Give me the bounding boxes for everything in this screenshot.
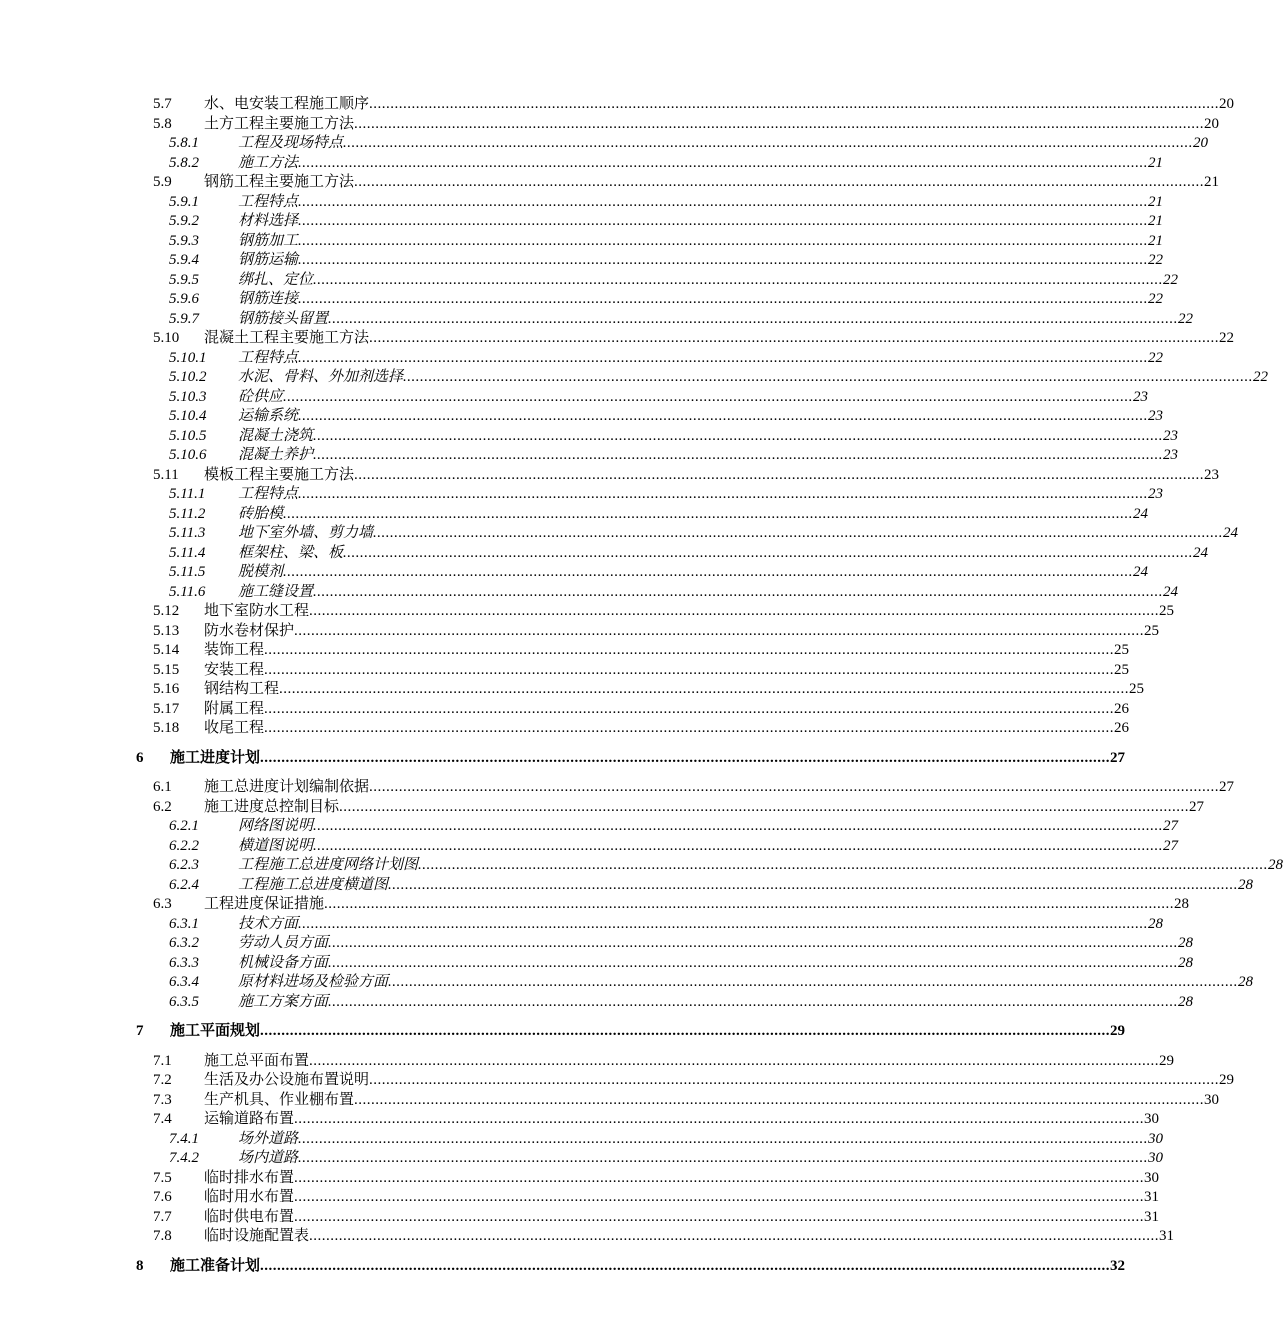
- toc-entry-page: 24: [1223, 525, 1239, 541]
- toc-entry-title: 材料选择: [238, 213, 299, 229]
- toc-dot-leader: ........................................................................................................................................................................................................: [298, 193, 1149, 210]
- toc-entry-number: 5.7: [153, 96, 172, 112]
- toc-dot-leader: ........................................................................................................................................................................................................: [294, 1189, 1145, 1205]
- toc-dot-leader: ........................................................................................................................................................................................................: [260, 1023, 1111, 1039]
- toc-entry-page: 29: [1159, 1052, 1175, 1069]
- toc-entry-title: 土方工程主要施工方法: [204, 115, 355, 132]
- toc-entry[interactable]: [0, 1130, 1164, 1150]
- toc-entry-title: 施工总进度计划编制依据: [204, 779, 370, 795]
- toc-dot-leader: ........................................................................................................................................................................................................: [294, 1169, 1145, 1186]
- toc-dot-leader: ........................................................................................................................................................................................................: [264, 661, 1115, 678]
- toc-entry[interactable]: [0, 993, 1194, 1013]
- toc-entry-page: 23: [1133, 388, 1149, 405]
- toc-dot-leader: ........................................................................................................................................................................................................: [328, 993, 1179, 1010]
- toc-entry[interactable]: [0, 1169, 1160, 1189]
- toc-entry[interactable]: [0, 1071, 1235, 1091]
- toc-entry-number: 6.2: [153, 798, 172, 815]
- toc-entry[interactable]: [0, 680, 1145, 700]
- toc-entry-page: 30: [1204, 1091, 1220, 1108]
- toc-dot-leader: ........................................................................................................................................................................................................: [369, 96, 1220, 112]
- toc-entry-title: 水泥、骨料、外加剂选择: [238, 369, 404, 385]
- toc-dot-leader: ........................................................................................................................................................................................................: [264, 642, 1115, 658]
- toc-dot-leader: ........................................................................................................................................................................................................: [294, 1111, 1145, 1127]
- toc-entry-title: 工程特点: [238, 349, 299, 366]
- toc-entry[interactable]: [0, 817, 1179, 837]
- toc-entry-number: 5.15: [153, 661, 180, 678]
- toc-entry-title: 附属工程: [204, 700, 265, 717]
- toc-entry-page: 25: [1129, 681, 1145, 697]
- toc-dot-leader: ........................................................................................................................................................................................................: [279, 681, 1130, 697]
- toc-entry-title: 混凝土养护: [238, 447, 314, 463]
- toc-entry[interactable]: [0, 349, 1164, 369]
- toc-dot-leader: ........................................................................................................................................................................................................: [298, 252, 1149, 268]
- toc-entry-page: 28: [1238, 974, 1254, 990]
- toc-entry[interactable]: [0, 193, 1164, 213]
- toc-entry[interactable]: [0, 310, 1194, 330]
- toc-entry[interactable]: [0, 837, 1179, 857]
- toc-entry[interactable]: [0, 583, 1179, 603]
- toc-entry-number: 5.9.7: [169, 310, 199, 327]
- toc-entry-number: 5.9.3: [169, 232, 199, 249]
- toc-entry-number: 6.3.3: [169, 954, 199, 971]
- toc-entry-number: 5.13: [153, 622, 180, 639]
- toc-entry-number: 5.11.5: [169, 564, 206, 580]
- toc-entry-number: 5.10.4: [169, 408, 207, 424]
- toc-entry-page: 24: [1133, 505, 1149, 522]
- toc-entry[interactable]: [0, 641, 1130, 661]
- toc-dot-leader: ........................................................................................................................................................................................................: [313, 837, 1164, 854]
- toc-entry-page: 23: [1163, 427, 1179, 444]
- toc-entry-title: 施工方案方面: [238, 993, 329, 1010]
- toc-dot-leader: ........................................................................................................................................................................................................: [298, 1130, 1149, 1147]
- toc-entry-page: 31: [1144, 1189, 1160, 1205]
- toc-entry-number: 5.8.1: [169, 135, 199, 151]
- toc-entry[interactable]: [0, 407, 1164, 427]
- toc-entry[interactable]: [0, 524, 1239, 544]
- toc-entry-title: 技术方面: [238, 915, 299, 932]
- toc-entry-number: 5.11: [153, 466, 179, 483]
- toc-entry[interactable]: [0, 602, 1175, 622]
- toc-dot-leader: ........................................................................................................................................................................................................: [328, 954, 1179, 971]
- toc-entry[interactable]: [0, 1052, 1175, 1072]
- toc-entry-title: 场外道路: [238, 1130, 299, 1147]
- toc-entry-page: 28: [1178, 954, 1194, 971]
- toc-entry[interactable]: [0, 563, 1149, 583]
- toc-entry-title: 钢筋工程主要施工方法: [204, 174, 355, 190]
- toc-entry-title: 横道图说明: [238, 837, 314, 854]
- toc-entry-number: 7: [136, 1023, 144, 1039]
- toc-entry-page: 22: [1219, 330, 1235, 346]
- toc-entry-title: 钢结构工程: [204, 681, 280, 697]
- toc-entry-number: 5.17: [153, 700, 180, 717]
- toc-entry-page: 23: [1204, 466, 1220, 483]
- toc-entry-number: 5.14: [153, 642, 180, 658]
- toc-entry-title: 工程及现场特点: [238, 135, 344, 151]
- toc-entry-title: 防水卷材保护: [204, 622, 295, 639]
- toc-entry[interactable]: [0, 271, 1179, 291]
- toc-entry-title: 砖胎模: [238, 505, 284, 522]
- toc-entry-number: 5.10.2: [169, 369, 207, 385]
- toc-entry-page: 20: [1193, 135, 1209, 151]
- toc-entry[interactable]: [0, 134, 1209, 154]
- toc-entry-page: 21: [1148, 232, 1164, 249]
- toc-entry-page: 25: [1159, 603, 1175, 619]
- toc-entry-page: 22: [1253, 369, 1269, 385]
- toc-dot-leader: ........................................................................................................................................................................................................: [298, 915, 1149, 932]
- toc-dot-leader: ........................................................................................................................................................................................................: [309, 603, 1160, 619]
- toc-entry-page: 27: [1163, 837, 1179, 854]
- toc-entry-number: 6.2.1: [169, 818, 199, 834]
- toc-dot-leader: ........................................................................................................................................................................................................: [388, 876, 1239, 893]
- toc-dot-leader: ........................................................................................................................................................................................................: [369, 330, 1220, 346]
- toc-entry-page: 28: [1178, 993, 1194, 1010]
- toc-dot-leader: ........................................................................................................................................................................................................: [369, 1072, 1220, 1088]
- toc-entry-title: 场内道路: [238, 1150, 299, 1166]
- toc-dot-leader: ........................................................................................................................................................................................................: [313, 818, 1164, 834]
- toc-dot-leader: ........................................................................................................................................................................................................: [313, 447, 1164, 463]
- toc-entry-title: 工程进度保证措施: [204, 896, 325, 912]
- toc-entry-number: 5.9: [153, 174, 172, 190]
- toc-entry-number: 7.4.1: [169, 1130, 199, 1147]
- toc-entry[interactable]: [0, 719, 1130, 739]
- toc-dot-leader: ........................................................................................................................................................................................................: [309, 1052, 1160, 1069]
- toc-entry-page: 22: [1163, 271, 1179, 288]
- toc-entry[interactable]: [0, 1208, 1160, 1228]
- toc-entry-title: 脱模剂: [238, 564, 284, 580]
- toc-entry-number: 5.10.5: [169, 427, 207, 444]
- toc-entry-title: 地下室外墙、剪力墙: [238, 525, 374, 541]
- toc-dot-leader: ........................................................................................................................................................................................................: [298, 349, 1149, 366]
- toc-entry-page: 30: [1144, 1111, 1160, 1127]
- toc-entry-number: 5.10.6: [169, 447, 207, 463]
- toc-entry-number: 6.2.2: [169, 837, 199, 854]
- toc-entry-number: 6.2.4: [169, 876, 199, 893]
- toc-entry-title: 模板工程主要施工方法: [204, 466, 355, 483]
- toc-entry-page: 21: [1148, 193, 1164, 210]
- toc-dot-leader: ........................................................................................................................................................................................................: [354, 115, 1205, 132]
- toc-dot-leader: ........................................................................................................................................................................................................: [264, 720, 1115, 736]
- toc-dot-leader: ........................................................................................................................................................................................................: [373, 525, 1224, 541]
- toc-entry-title: 施工准备计划: [170, 1257, 261, 1274]
- toc-entry-page: 22: [1148, 291, 1164, 307]
- toc-entry[interactable]: [0, 368, 1269, 388]
- toc-entry-page: 31: [1159, 1228, 1175, 1244]
- toc-entry-title: 施工进度计划: [170, 749, 261, 766]
- toc-entry-title: 工程施工总进度网络计划图: [238, 857, 419, 873]
- toc-entry-number: 7.4: [153, 1111, 172, 1127]
- toc-entry-page: 23: [1148, 486, 1164, 502]
- toc-dot-leader: ........................................................................................................................................................................................................: [294, 1208, 1145, 1225]
- toc-entry-title: 劳动人员方面: [238, 935, 329, 951]
- toc-entry-page: 27: [1163, 818, 1179, 834]
- toc-entry-page: 21: [1204, 174, 1220, 190]
- toc-dot-leader: ........................................................................................................................................................................................................: [324, 896, 1175, 912]
- toc-entry-title: 钢筋运输: [238, 252, 299, 268]
- toc-entry-number: 5.11.3: [169, 525, 206, 541]
- toc-dot-leader: ........................................................................................................................................................................................................: [264, 700, 1115, 717]
- toc-entry-title: 施工总平面布置: [204, 1052, 310, 1069]
- toc-entry-title: 钢筋连接: [238, 291, 299, 307]
- toc-dot-leader: ........................................................................................................................................................................................................: [403, 369, 1254, 385]
- toc-entry-number: 5.10: [153, 330, 180, 346]
- toc-entry-page: 28: [1268, 857, 1283, 873]
- toc-entry-number: 6.2.3: [169, 857, 199, 873]
- toc-entry-title: 原材料进场及检验方面: [238, 974, 389, 990]
- toc-entry[interactable]: [0, 1149, 1164, 1169]
- toc-entry[interactable]: [0, 505, 1149, 525]
- toc-entry[interactable]: [0, 954, 1194, 974]
- toc-entry[interactable]: [0, 915, 1164, 935]
- toc-entry-number: 5.18: [153, 720, 180, 736]
- toc-entry[interactable]: [0, 290, 1164, 310]
- toc-entry-number: 6.3.1: [169, 915, 199, 932]
- toc-entry-page: 27: [1219, 779, 1235, 795]
- toc-entry-page: 28: [1174, 896, 1190, 912]
- toc-dot-leader: ........................................................................................................................................................................................................: [260, 749, 1111, 766]
- toc-entry[interactable]: [0, 778, 1235, 798]
- toc-entry-page: 30: [1148, 1150, 1164, 1166]
- toc-entry-title: 框架柱、梁、板: [238, 544, 344, 561]
- toc-entry-title: 临时排水布置: [204, 1169, 295, 1186]
- toc-dot-leader: ........................................................................................................................................................................................................: [294, 622, 1145, 639]
- toc-entry[interactable]: [0, 700, 1130, 720]
- toc-entry-page: 29: [1219, 1072, 1235, 1088]
- toc-entry-number: 7.4.2: [169, 1150, 199, 1166]
- toc-dot-leader: ........................................................................................................................................................................................................: [354, 1091, 1205, 1108]
- toc-entry-title: 地下室防水工程: [204, 603, 310, 619]
- toc-entry-number: 8: [136, 1257, 144, 1274]
- toc-entry-number: 5.16: [153, 681, 180, 697]
- toc-dot-leader: ........................................................................................................................................................................................................: [418, 857, 1269, 873]
- toc-entry[interactable]: [0, 154, 1164, 174]
- toc-entry[interactable]: [0, 1188, 1160, 1208]
- toc-entry-title: 临时用水布置: [204, 1189, 295, 1205]
- toc-entry-number: 6.3.5: [169, 993, 199, 1010]
- toc-entry-page: 21: [1148, 213, 1164, 229]
- toc-entry-number: 5.10.1: [169, 349, 207, 366]
- toc-entry[interactable]: [0, 856, 1283, 876]
- toc-entry[interactable]: [0, 1110, 1160, 1130]
- toc-entry-title: 生产机具、作业棚布置: [204, 1091, 355, 1108]
- toc-entry-number: 5.9.6: [169, 291, 199, 307]
- toc-entry[interactable]: [0, 661, 1130, 681]
- toc-entry-title: 生活及办公设施布置说明: [204, 1072, 370, 1088]
- toc-entry-page: 25: [1144, 622, 1160, 639]
- toc-dot-leader: ........................................................................................................................................................................................................: [283, 388, 1134, 405]
- toc-entry-number: 5.9.2: [169, 213, 199, 229]
- toc-entry-page: 22: [1178, 310, 1194, 327]
- toc-entry[interactable]: [0, 212, 1164, 232]
- toc-entry-page: 30: [1148, 1130, 1164, 1147]
- toc-entry-title: 工程特点: [238, 193, 299, 210]
- toc-entry-number: 5.11.4: [169, 544, 206, 561]
- toc-dot-leader: ........................................................................................................................................................................................................: [339, 798, 1190, 815]
- toc-dot-leader: ........................................................................................................................................................................................................: [298, 232, 1149, 249]
- toc-dot-leader: ........................................................................................................................................................................................................: [298, 1150, 1149, 1166]
- toc-entry-number: 7.6: [153, 1189, 172, 1205]
- toc-entry-page: 25: [1114, 642, 1130, 658]
- toc-entry[interactable]: [0, 329, 1235, 349]
- toc-entry-title: 临时设施配置表: [204, 1228, 310, 1244]
- toc-entry-page: 26: [1114, 720, 1130, 736]
- toc-entry[interactable]: [0, 934, 1194, 954]
- toc-dot-leader: ........................................................................................................................................................................................................: [298, 408, 1149, 424]
- toc-entry-title: 收尾工程: [204, 720, 265, 736]
- toc-dot-leader: ........................................................................................................................................................................................................: [260, 1257, 1111, 1274]
- toc-entry-page: 28: [1238, 876, 1254, 893]
- toc-entry-page: 29: [1110, 1023, 1126, 1039]
- toc-entry-number: 5.9.5: [169, 271, 199, 288]
- toc-entry-page: 20: [1219, 96, 1235, 112]
- toc-dot-leader: ........................................................................................................................................................................................................: [313, 427, 1164, 444]
- toc-entry-title: 网络图说明: [238, 818, 314, 834]
- toc-entry-page: 28: [1178, 935, 1194, 951]
- toc-entry[interactable]: [0, 1227, 1175, 1247]
- toc-entry-title: 装饰工程: [204, 642, 265, 658]
- toc-dot-leader: ........................................................................................................................................................................................................: [369, 779, 1220, 795]
- toc-entry-number: 7.3: [153, 1091, 172, 1108]
- toc-entry[interactable]: [0, 876, 1254, 896]
- toc-dot-leader: ........................................................................................................................................................................................................: [354, 466, 1205, 483]
- toc-entry-title: 工程特点: [238, 486, 299, 502]
- toc-dot-leader: ........................................................................................................................................................................................................: [283, 564, 1134, 580]
- toc-entry-title: 运输道路布置: [204, 1111, 295, 1127]
- toc-entry-page: 28: [1148, 915, 1164, 932]
- table-of-contents: [0, 95, 1283, 1286]
- toc-entry-page: 22: [1148, 349, 1164, 366]
- toc-dot-leader: ........................................................................................................................................................................................................: [309, 1228, 1160, 1244]
- toc-entry-title: 钢筋接头留置: [238, 310, 329, 327]
- toc-entry-page: 25: [1114, 661, 1130, 678]
- toc-entry[interactable]: [0, 895, 1190, 915]
- toc-dot-leader: ........................................................................................................................................................................................................: [343, 135, 1194, 151]
- toc-dot-leader: ........................................................................................................................................................................................................: [388, 974, 1239, 990]
- toc-entry[interactable]: [0, 427, 1179, 447]
- toc-entry-title: 施工进度总控制目标: [204, 798, 340, 815]
- toc-entry-page: 31: [1144, 1208, 1160, 1225]
- toc-entry-number: 7.8: [153, 1228, 172, 1244]
- toc-entry[interactable]: [0, 1022, 1126, 1042]
- toc-entry-title: 混凝土工程主要施工方法: [204, 330, 370, 346]
- toc-entry-title: 工程施工总进度横道图: [238, 876, 389, 893]
- toc-entry-number: 5.9.1: [169, 193, 199, 210]
- toc-entry-number: 6.3.4: [169, 974, 199, 990]
- toc-dot-leader: ........................................................................................................................................................................................................: [298, 213, 1149, 229]
- toc-entry-page: 27: [1189, 798, 1205, 815]
- toc-entry-title: 绑扎、定位: [238, 271, 314, 288]
- toc-entry-page: 23: [1163, 447, 1179, 463]
- toc-dot-leader: ........................................................................................................................................................................................................: [298, 154, 1149, 171]
- toc-entry-page: 26: [1114, 700, 1130, 717]
- toc-entry[interactable]: [0, 173, 1220, 193]
- toc-entry[interactable]: [0, 749, 1126, 769]
- toc-entry-title: 水、电安装工程施工顺序: [204, 96, 370, 112]
- toc-entry[interactable]: [0, 622, 1160, 642]
- toc-entry-number: 5.9.4: [169, 252, 199, 268]
- toc-entry-number: 7.2: [153, 1072, 172, 1088]
- toc-entry-page: 30: [1144, 1169, 1160, 1186]
- toc-entry[interactable]: [0, 232, 1164, 252]
- toc-entry-number: 6.1: [153, 779, 172, 795]
- toc-entry-page: 23: [1148, 408, 1164, 424]
- toc-entry-number: 6: [136, 749, 144, 766]
- toc-entry-number: 7.1: [153, 1052, 172, 1069]
- toc-dot-leader: ........................................................................................................................................................................................................: [298, 486, 1149, 502]
- toc-entry[interactable]: [0, 251, 1164, 271]
- toc-dot-leader: ........................................................................................................................................................................................................: [298, 291, 1149, 307]
- toc-dot-leader: ........................................................................................................................................................................................................: [354, 174, 1205, 190]
- toc-dot-leader: ........................................................................................................................................................................................................: [343, 544, 1194, 561]
- toc-entry[interactable]: [0, 973, 1254, 993]
- toc-entry-number: 6.3.2: [169, 935, 199, 951]
- toc-entry-number: 5.10.3: [169, 388, 207, 405]
- toc-entry-number: 5.11.1: [169, 486, 206, 502]
- toc-dot-leader: ........................................................................................................................................................................................................: [328, 310, 1179, 327]
- toc-entry-title: 运输系统: [238, 408, 299, 424]
- toc-entry-title: 施工平面规划: [170, 1023, 261, 1039]
- toc-entry[interactable]: [0, 485, 1164, 505]
- toc-entry-page: 22: [1148, 252, 1164, 268]
- toc-entry-title: 施工方法: [238, 154, 299, 171]
- toc-entry-page: 24: [1163, 583, 1179, 600]
- toc-entry-number: 5.8.2: [169, 154, 199, 171]
- toc-entry-page: 32: [1110, 1257, 1126, 1274]
- toc-entry-title: 钢筋加工: [238, 232, 299, 249]
- toc-entry-page: 20: [1204, 115, 1220, 132]
- toc-entry-page: 27: [1110, 749, 1126, 766]
- toc-entry[interactable]: [0, 115, 1220, 135]
- toc-entry-page: 24: [1133, 564, 1149, 580]
- toc-entry[interactable]: [0, 466, 1220, 486]
- toc-entry[interactable]: [0, 95, 1235, 115]
- toc-entry[interactable]: [0, 446, 1179, 466]
- toc-entry[interactable]: [0, 798, 1205, 818]
- toc-dot-leader: ........................................................................................................................................................................................................: [313, 271, 1164, 288]
- toc-entry-title: 施工缝设置: [238, 583, 314, 600]
- toc-entry-title: 机械设备方面: [238, 954, 329, 971]
- toc-entry-number: 5.11.6: [169, 583, 206, 600]
- toc-entry[interactable]: [0, 388, 1149, 408]
- toc-dot-leader: ........................................................................................................................................................................................................: [328, 935, 1179, 951]
- toc-entry-title: 临时供电布置: [204, 1208, 295, 1225]
- toc-entry-number: 6.3: [153, 896, 172, 912]
- toc-entry-page: 21: [1148, 154, 1164, 171]
- toc-entry[interactable]: [0, 1257, 1126, 1277]
- toc-entry-number: 5.11.2: [169, 505, 206, 522]
- toc-entry[interactable]: [0, 544, 1209, 564]
- toc-entry-title: 安装工程: [204, 661, 265, 678]
- toc-entry[interactable]: [0, 1091, 1220, 1111]
- toc-dot-leader: ........................................................................................................................................................................................................: [283, 505, 1134, 522]
- toc-entry-title: 砼供应: [238, 388, 284, 405]
- toc-dot-leader: ........................................................................................................................................................................................................: [313, 583, 1164, 600]
- toc-entry-number: 5.8: [153, 115, 172, 132]
- toc-entry-page: 24: [1193, 544, 1209, 561]
- toc-entry-number: 7.5: [153, 1169, 172, 1186]
- toc-entry-title: 混凝土浇筑: [238, 427, 314, 444]
- toc-entry-number: 5.12: [153, 603, 180, 619]
- toc-entry-number: 7.7: [153, 1208, 172, 1225]
